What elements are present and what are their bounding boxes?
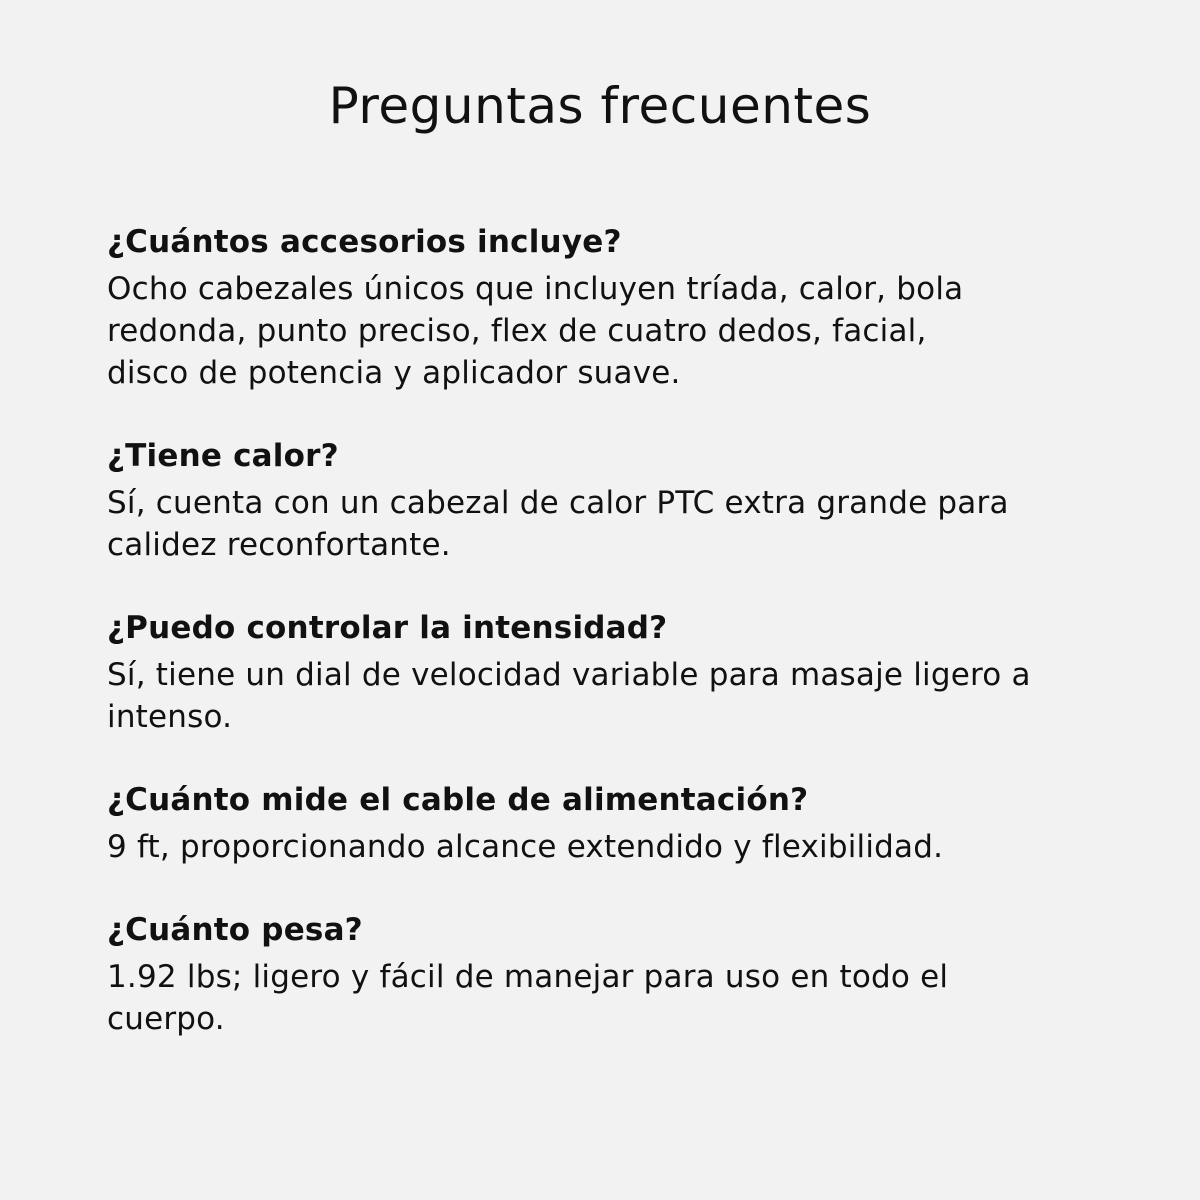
faq-question: ¿Cuánto pesa? [107, 912, 363, 948]
faq-question: ¿Tiene calor? [107, 438, 339, 474]
faq-question: ¿Cuántos accesorios incluye? [107, 224, 622, 260]
faq-item [107, 220, 1127, 394]
faq-question: ¿Puedo controlar la intensidad? [107, 610, 668, 646]
faq-answer: Ocho cabezales únicos que incluyen tríada, calor, bola redonda, punto preciso, flex de cuatro dedos, facial, disco de potencia y aplicador suave. [107, 271, 964, 391]
faq-item [107, 908, 1127, 1040]
faq-list [107, 220, 1127, 1080]
faq-answer: Sí, tiene un dial de velocidad variable para masaje ligero a intenso. [107, 657, 1031, 735]
page-title: Preguntas frecuentes [328, 77, 872, 135]
faq-answer: 9 ft, proporcionando alcance extendido y flexibilidad. [107, 829, 944, 865]
faq-answer: Sí, cuenta con un cabezal de calor PTC extra grande para calidez reconfortante. [107, 485, 1009, 563]
faq-item [107, 606, 1127, 738]
faq-answer: 1.92 lbs; ligero y fácil de manejar para uso en todo el cuerpo. [107, 959, 949, 1037]
faq-item [107, 434, 1127, 566]
faq-item [107, 778, 1127, 868]
faq-question: ¿Cuánto mide el cable de alimentación? [107, 782, 809, 818]
